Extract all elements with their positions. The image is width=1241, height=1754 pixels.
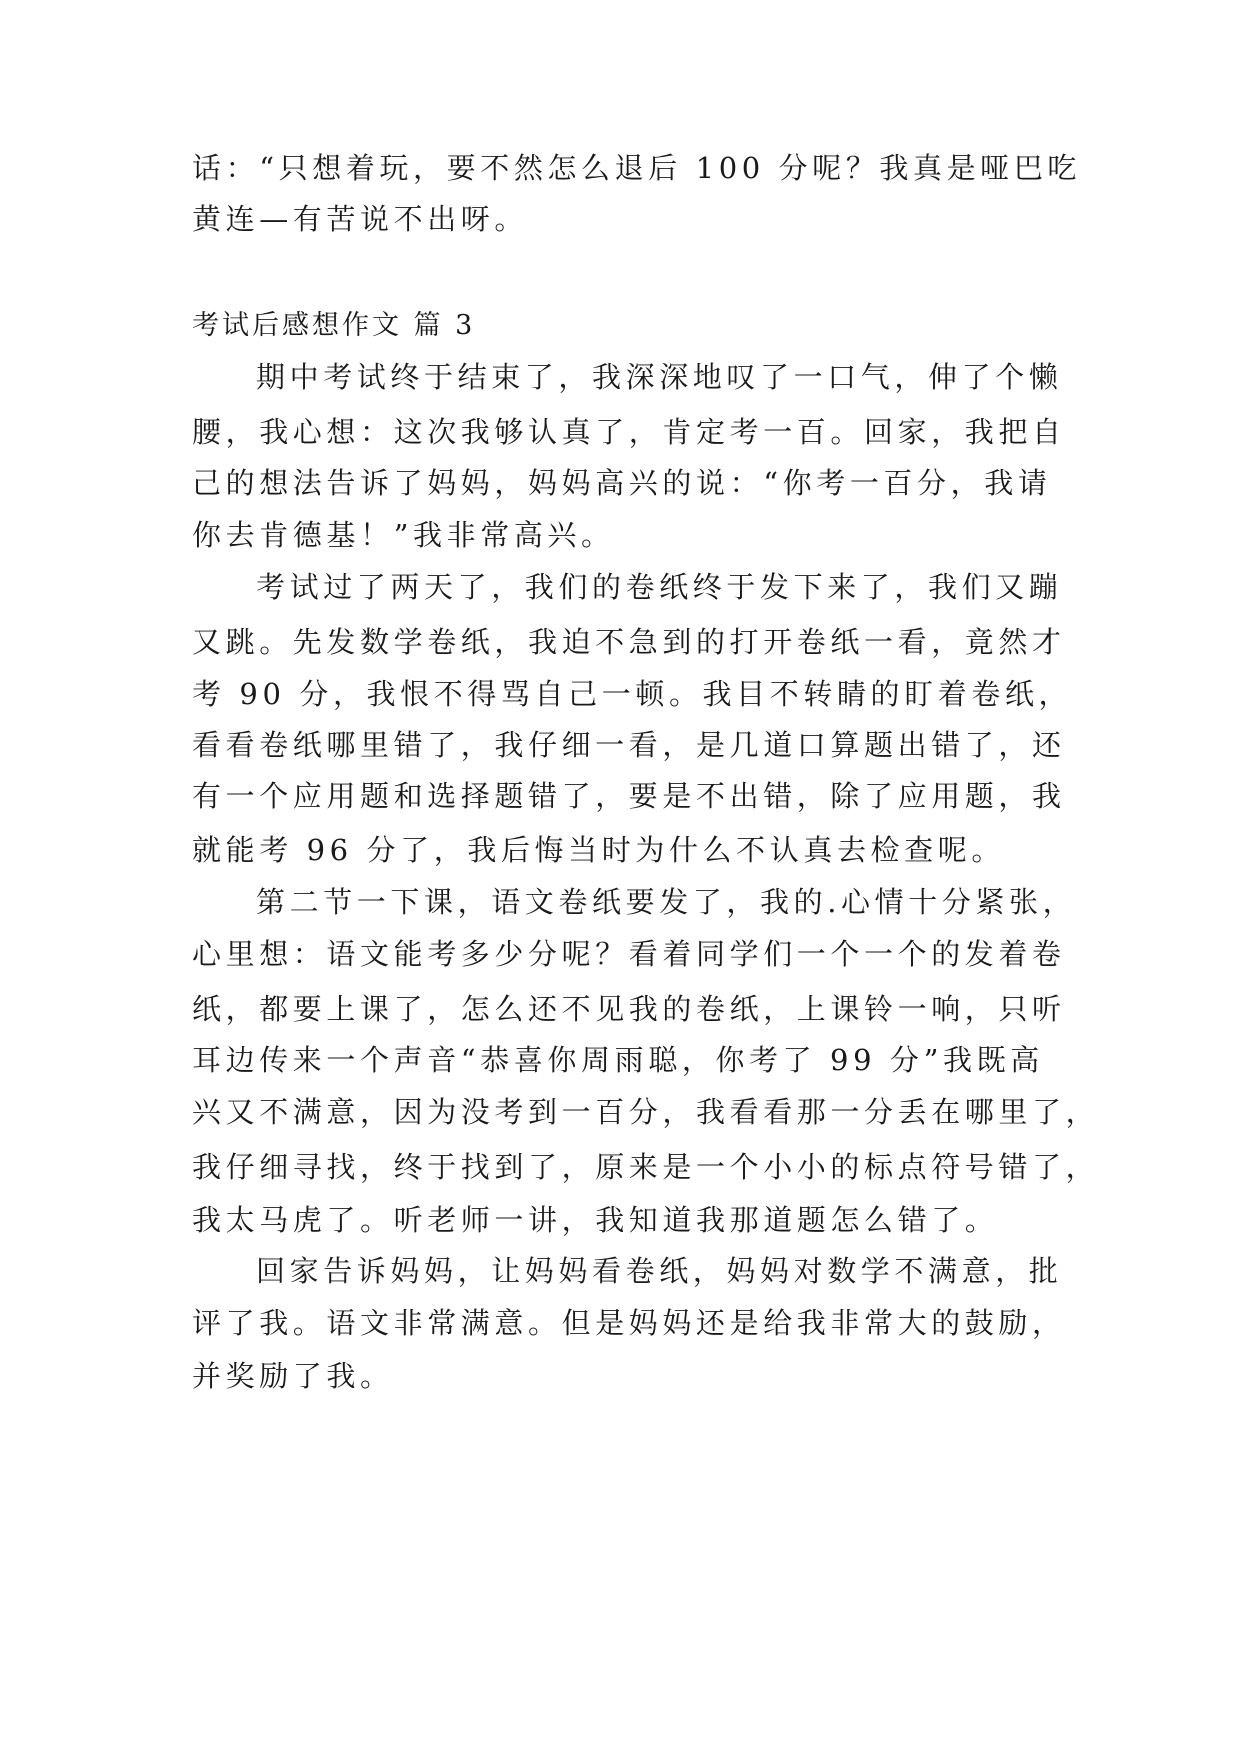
text-line: 又跳。先发数学卷纸，我迫不急到的打开卷纸一看，竟然才 <box>192 625 1066 659</box>
text-line: 腰，我心想：这次我够认真了，肯定考一百。回家，我把自 <box>192 415 1066 449</box>
text-line: 考试过了两天了，我们的卷纸终于发下来了，我们又蹦 <box>256 570 1063 604</box>
text-line: 你去肯德基！”我非常高兴。 <box>192 518 615 552</box>
section-title: 考试后感想作文 篇 3 <box>192 310 476 341</box>
text-line: 考 90 分，我恨不得骂自己一顿。我目不转睛的盯着卷纸， <box>192 677 1073 711</box>
text-line: 纸，都要上课了，怎么还不见我的卷纸，上课铃一响，只听 <box>192 992 1066 1026</box>
text-line: 就能考 96 分了，我后悔当时为什么不认真去检查呢。 <box>192 833 1005 867</box>
text-line: 话：“只想着玩，要不然怎么退后 100 分呢？我真是哑巴吃 <box>192 151 1082 185</box>
text-line: 黄连—有苦说不出呀。 <box>192 202 529 236</box>
text-line: 看看卷纸哪里错了，我仔细一看，是几道口算题出错了，还 <box>192 728 1066 762</box>
text-line: 第二节一下课，语文卷纸要发了，我的.心情十分紧张， <box>256 885 1077 919</box>
text-line: 心里想：语文能考多少分呢？看着同学们一个一个的发着卷 <box>192 937 1066 971</box>
text-line: 我仔细寻找，终于找到了，原来是一个小小的标点符号错了， <box>192 1150 1100 1184</box>
text-line: 有一个应用题和选择题错了，要是不出错，除了应用题，我 <box>192 779 1066 813</box>
text-line: 并奖励了我。 <box>192 1359 394 1393</box>
text-line: 我太马虎了。听老师一讲，我知道我那道题怎么错了。 <box>192 1203 999 1237</box>
text-line: 评了我。语文非常满意。但是妈妈还是给我非常大的鼓励， <box>192 1306 1066 1340</box>
text-line: 期中考试终于结束了，我深深地叹了一口气，伸了个懒 <box>256 360 1063 394</box>
text-line: 耳边传来一个声音“恭喜你周雨聪，你考了 99 分”我既高 <box>192 1043 1044 1077</box>
text-line: 回家告诉妈妈，让妈妈看卷纸，妈妈对数学不满意，批 <box>256 1254 1063 1288</box>
text-line: 兴又不满意，因为没考到一百分，我看看那一分丢在哪里了， <box>192 1095 1100 1129</box>
text-line: 己的想法告诉了妈妈，妈妈高兴的说：“你考一百分，我请 <box>192 466 1052 500</box>
